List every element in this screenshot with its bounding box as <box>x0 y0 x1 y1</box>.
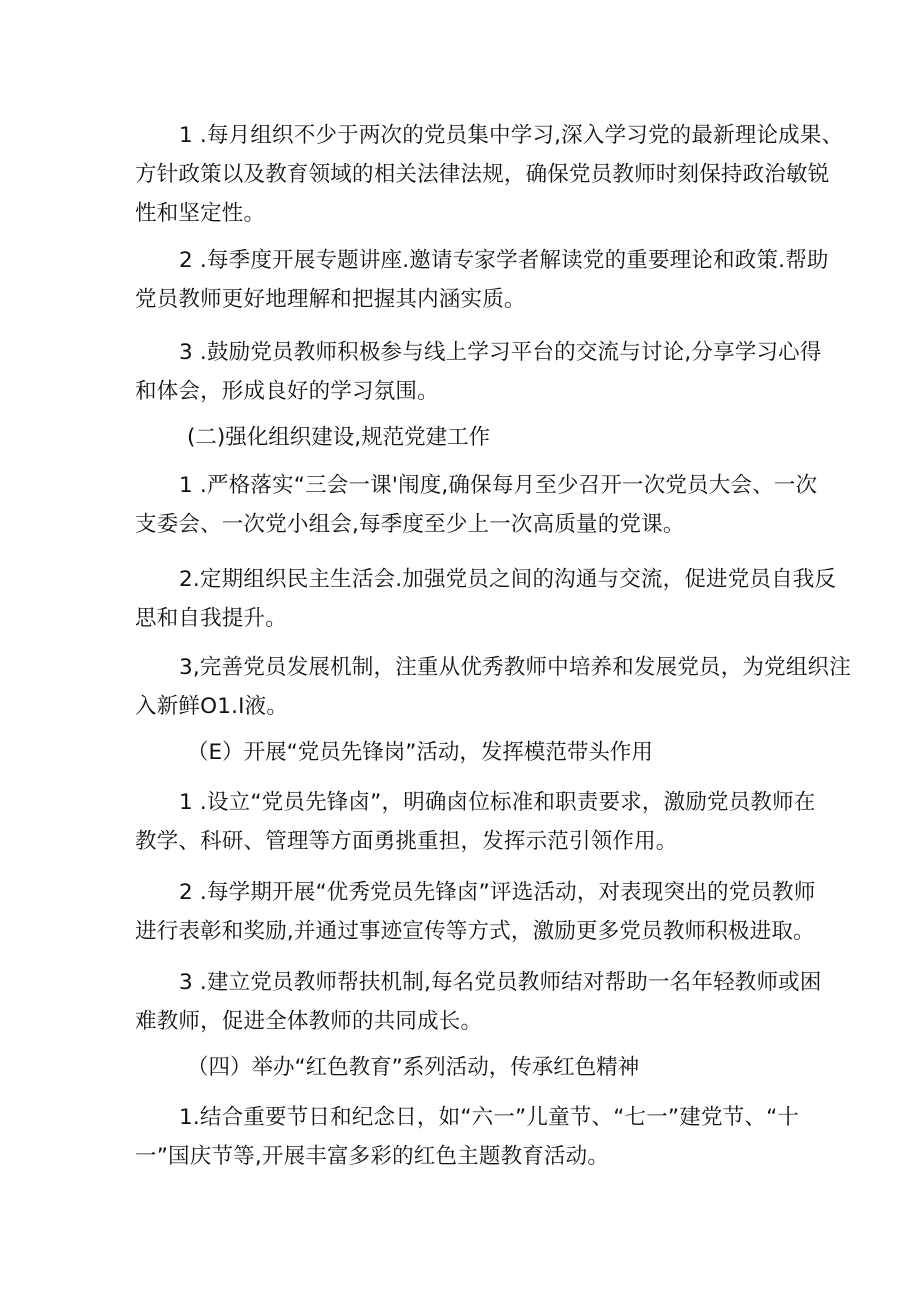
text-line: 入新鲜O1.I液。 <box>135 694 289 719</box>
text-line: 思和自我提升。 <box>135 606 287 631</box>
text-line: 3 .鼓励党员教师积极参与线上学习平台的交流与讨论,分享学习心得 <box>179 340 822 365</box>
text-line: 3,完善党员发展机制，注重从优秀教师中培养和发展党员，为党组织注 <box>179 655 851 680</box>
paragraph-pioneer-1 <box>135 783 816 861</box>
paragraph-pioneer-2 <box>135 873 816 951</box>
paragraph-red-1 <box>135 1098 800 1176</box>
paragraph-pioneer-3 <box>135 963 822 1041</box>
text-line: 3 .建立党员教师帮扶机制,每名党员教师结对帮助一名年轻教师或困 <box>179 970 822 995</box>
section-heading-4: （四）举办“红色教育”系列活动，传承红色精神 <box>187 1055 640 1080</box>
text-line: 一”国庆节等,开展丰富多彩的红色主题教育活动。 <box>135 1144 610 1169</box>
paragraph-org-3 <box>135 648 851 726</box>
text-line: 1 .每月组织不少于两次的党员集中学习,深入学习党的最新理论成果、 <box>179 123 844 148</box>
text-line: 2.定期组织民主生活会.加强党员之间的沟通与交流，促进党员自我反 <box>179 567 837 592</box>
text-line: 方针政策以及教育领域的相关法律法规，确保党员教师时刻保持政治敏锐 <box>135 162 830 187</box>
text-line: 1 .严格落实“三会一课'闱度,确保每月至少召开一次党员大会、一次 <box>179 473 818 498</box>
text-line: 1.结合重要节日和纪念日，如“六一”儿童节、“七一”建党节、“十 <box>179 1105 800 1130</box>
section-heading-3: （E）开展“党员先锋岗”活动，发挥模范带头作用 <box>187 740 653 765</box>
paragraph-org-2 <box>135 560 837 638</box>
text-line: 进行表彰和奖励,并通过事迹宣传等方式，激励更多党员教师积极进取。 <box>135 919 815 944</box>
text-line: 2 .每季度开展专题讲座.邀请专家学者解读党的重要理论和政策.帮助 <box>179 248 829 273</box>
section-heading-2: (二)强化组织建设,规范党建工作 <box>187 425 491 450</box>
text-line: 和体会，形成良好的学习氛围。 <box>135 379 439 404</box>
text-line: 1 .设立“党员先锋卤”，明确卤位标准和职责要求，激励党员教师在 <box>179 790 816 815</box>
paragraph-org-1 <box>135 466 818 544</box>
paragraph-study-3 <box>135 333 822 411</box>
text-line: 2 .每学期开展“优秀党员先锋卤”评选活动，对表现突出的党员教师 <box>179 880 816 905</box>
text-line: 性和坚定性。 <box>135 201 266 226</box>
paragraph-study-1 <box>135 116 844 233</box>
text-line: 支委会、一次党小组会,每季度至少上一次高质量的党课。 <box>135 512 685 537</box>
text-line: 教学、科研、管理等方面勇挑重担，发挥示范引领作用。 <box>135 829 678 854</box>
text-line: 难教师，促进全体教师的共同成长。 <box>135 1009 483 1034</box>
text-line: 党员教师更好地理解和把握其内涵实质。 <box>135 287 526 312</box>
paragraph-study-2 <box>135 241 829 319</box>
